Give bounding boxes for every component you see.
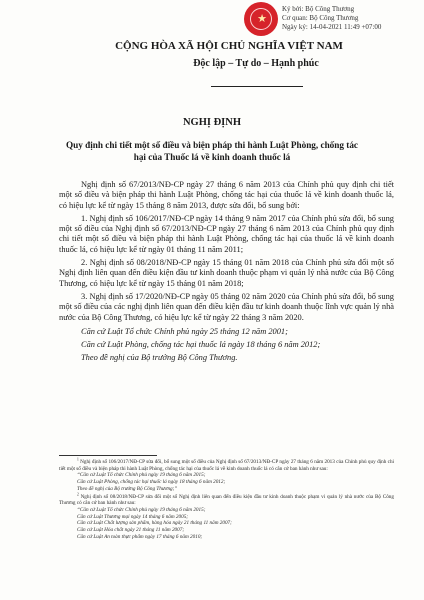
footnote-1-basis: Theo đề nghị của Bộ trưởng Bộ Công Thương;” [77, 485, 178, 492]
signature-time: Ngày ký: 14-04-2021 11:49 +07:00 [282, 23, 382, 31]
footnote-2-basis: Căn cứ Luật Chất lượng sản phẩm, hàng hóa ngày 21 tháng 11 năm 2007; [77, 520, 232, 527]
footnote-2: $^2$ Nghị định số 08/2018/NĐ-CP sửa đổi một số Nghị định liên quan đến điều kiện đầu tư kinh doanh thuộc phạm vi quản lý nhà nước của Bộ Công Thương có căn cứ ban hành như sau: [59, 491, 394, 507]
basis-1: Căn cứ Luật Tổ chức Chính phủ ngày 25 tháng 12 năm 2001; [81, 326, 288, 336]
footnote-2-basis: “Căn cứ Luật Tổ chức Chính phủ ngày 19 tháng 6 năm 2015; [77, 506, 206, 513]
intro-paragraph: Nghị định số 67/2013/NĐ-CP ngày 27 tháng 6 năm 2013 của Chính phủ quy định chi tiết một số điều và biện pháp thi hành Luật Phòng, chống tác hại của thuốc lá về kinh doanh thuốc lá, có hiệu lực kể từ ngày 15 tháng 8 năm 2013, được sửa đổi, bổ sung bởi: [59, 180, 394, 210]
document-subject-line2: hại của Thuốc lá về kinh doanh thuốc lá [133, 152, 291, 162]
amendment-1: 1. Nghị định số 106/2017/NĐ-CP ngày 14 tháng 9 năm 2017 của Chính phủ sửa đổi, bổ sung một số điều của Nghị định số 67/2013/NĐ-CP ngày 27 tháng 6 năm 2013 của Chính phủ quy định chi tiết một số điều và biện pháp thi hành Luật Phòng, chống tác hại của thuốc lá về kinh doanh thuốc lá, có hiệu lực kể từ ngày 01 tháng 11 năm 2011; [59, 213, 394, 254]
national-motto: Độc lập – Tự do – Hạnh phúc [193, 58, 319, 69]
footnote-1: $^1$ Nghị định số 106/2017/NĐ-CP sửa đổi, bổ sung một số điều của Nghị định số 67/2013/NĐ-CP ngày 27 tháng 6 năm 2013 của Chính phủ quy định chi tiết một số điều và biện pháp thi hành Luật Phòng, chống tác hại của thuốc lá về kinh doanh thuốc lá có căn cứ ban hành như sau: [59, 457, 394, 472]
signature-signer: Ký bởi: Bộ Công Thương [282, 5, 355, 13]
footnote-separator [59, 455, 157, 456]
amendment-2: 2. Nghị định số 08/2018/NĐ-CP ngày 15 tháng 01 năm 2018 của Chính phủ sửa đổi một số Nghị định liên quan đến điều kiện đầu tư kinh doanh thuộc phạm vi quản lý nhà nước của Bộ Công Thương, có hiệu lực kể từ ngày 15 tháng 01 năm 2018; [59, 258, 394, 288]
signature-agency: Cơ quan: Bộ Công Thương [282, 14, 359, 22]
ministry-seal-icon: ★ [244, 2, 278, 36]
basis-3: Theo đề nghị của Bộ trưởng Bộ Công Thương. [81, 353, 238, 363]
document-subject-line1: Quy định chi tiết một số điều và biện pháp thi hành Luật Phòng, chống tác [65, 140, 359, 150]
footnote-1-basis: Căn cứ Luật Phòng, chống tác hại thuốc lá ngày 18 tháng 6 năm 2012; [77, 479, 226, 486]
document-type: NGHỊ ĐỊNH [182, 117, 242, 128]
footnotes [59, 459, 394, 540]
amendment-3: 3. Nghị định số 17/2020/NĐ-CP ngày 05 tháng 02 năm 2020 của Chính phủ sửa đổi, bổ sung một số điều của các nghị định liên quan đến điều kiện đầu tư kinh doanh thuộc lĩnh vực quản lý nhà nước của Bộ Công Thương, có hiệu lực kể từ ngày 22 tháng 3 năm 2020. [59, 291, 394, 322]
national-title: CỘNG HÒA XÃ HỘI CHỦ NGHĨA VIỆT NAM [115, 40, 343, 52]
motto-underline [211, 86, 303, 87]
footnote-1-basis: “Căn cứ Luật Tổ chức Chính phủ ngày 19 tháng 6 năm 2015; [77, 472, 206, 479]
document-body [59, 180, 394, 364]
footnote-2-basis: Căn cứ Luật Thương mại ngày 14 tháng 6 năm 2005; [77, 513, 189, 520]
footnote-2-basis: Căn cứ Luật An toàn thực phẩm ngày 17 tháng 6 năm 2010; [77, 533, 203, 540]
basis-2: Căn cứ Luật Phòng, chống tác hại thuốc lá ngày 18 tháng 6 năm 2012; [81, 340, 321, 350]
footnote-2-basis: Căn cứ Luật Hóa chất ngày 21 tháng 11 năm 2007; [77, 527, 185, 534]
